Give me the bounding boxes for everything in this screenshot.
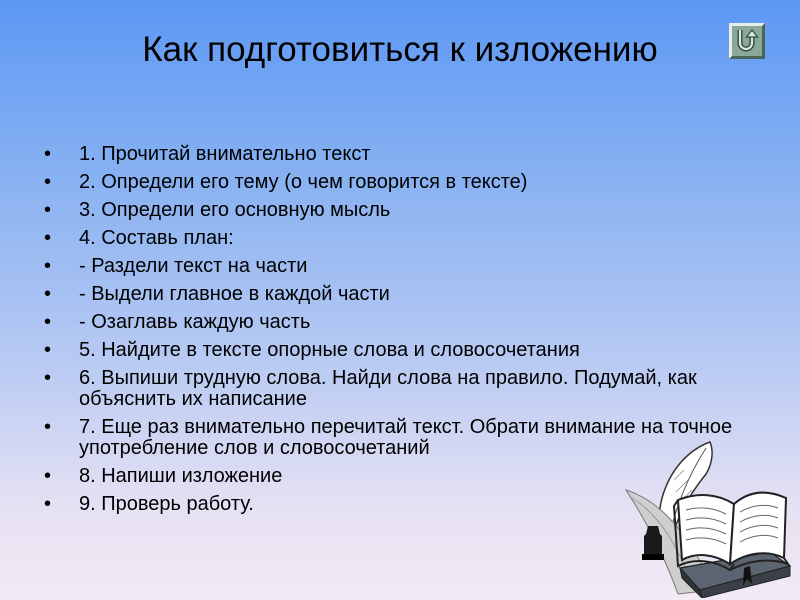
bullet: • (44, 283, 52, 305)
list-item (44, 284, 744, 305)
list-item-text: 9. Проверь работу. (79, 493, 254, 515)
bullet: • (44, 367, 52, 389)
list-item-text: 2. Определи его тему (о чем говорится в тексте) (79, 171, 528, 193)
book-and-quill-icon (618, 440, 798, 598)
bullet: • (44, 143, 52, 165)
list-item-text: 3. Определи его основную мысль (79, 199, 391, 221)
bullet: • (44, 339, 52, 361)
bullet: • (44, 465, 52, 487)
list-item-text: 8. Напиши изложение (79, 465, 283, 487)
bullet: • (44, 311, 52, 333)
list-item-text: - Раздели текст на части (79, 255, 308, 277)
list-item-text: - Выдели главное в каждой части (79, 283, 390, 305)
list-item (44, 228, 744, 249)
bullet: • (44, 416, 52, 438)
list-item (44, 200, 744, 221)
list-item-text: 7. Еще раз внимательно перечитай текст. Обрати внимание на точное употребление слов и словосочетаний (79, 416, 733, 459)
list-item (44, 144, 744, 165)
bullet: • (44, 227, 52, 249)
list-item-text: - Озаглавь каждую часть (79, 311, 311, 333)
bullet: • (44, 171, 52, 193)
list-item (44, 312, 744, 333)
back-button[interactable] (729, 23, 765, 59)
bullet: • (44, 493, 52, 515)
slide-title: Как подготовиться к изложению (142, 30, 658, 69)
list-item-text: 5. Найдите в тексте опорные слова и словосочетания (79, 339, 580, 361)
list-item-text: 1. Прочитай внимательно текст (79, 143, 371, 165)
return-arrow-icon (734, 28, 760, 54)
bullet: • (44, 255, 52, 277)
list-item (44, 368, 744, 410)
bullet: • (44, 199, 52, 221)
list-item (44, 340, 744, 361)
list-item (44, 256, 744, 277)
list-item-text: 4. Составь план: (79, 227, 234, 249)
list-item-text: 6. Выпиши трудную слова. Найди слова на правило. Подумай, как объяснить их написание (79, 367, 697, 410)
list-item (44, 172, 744, 193)
